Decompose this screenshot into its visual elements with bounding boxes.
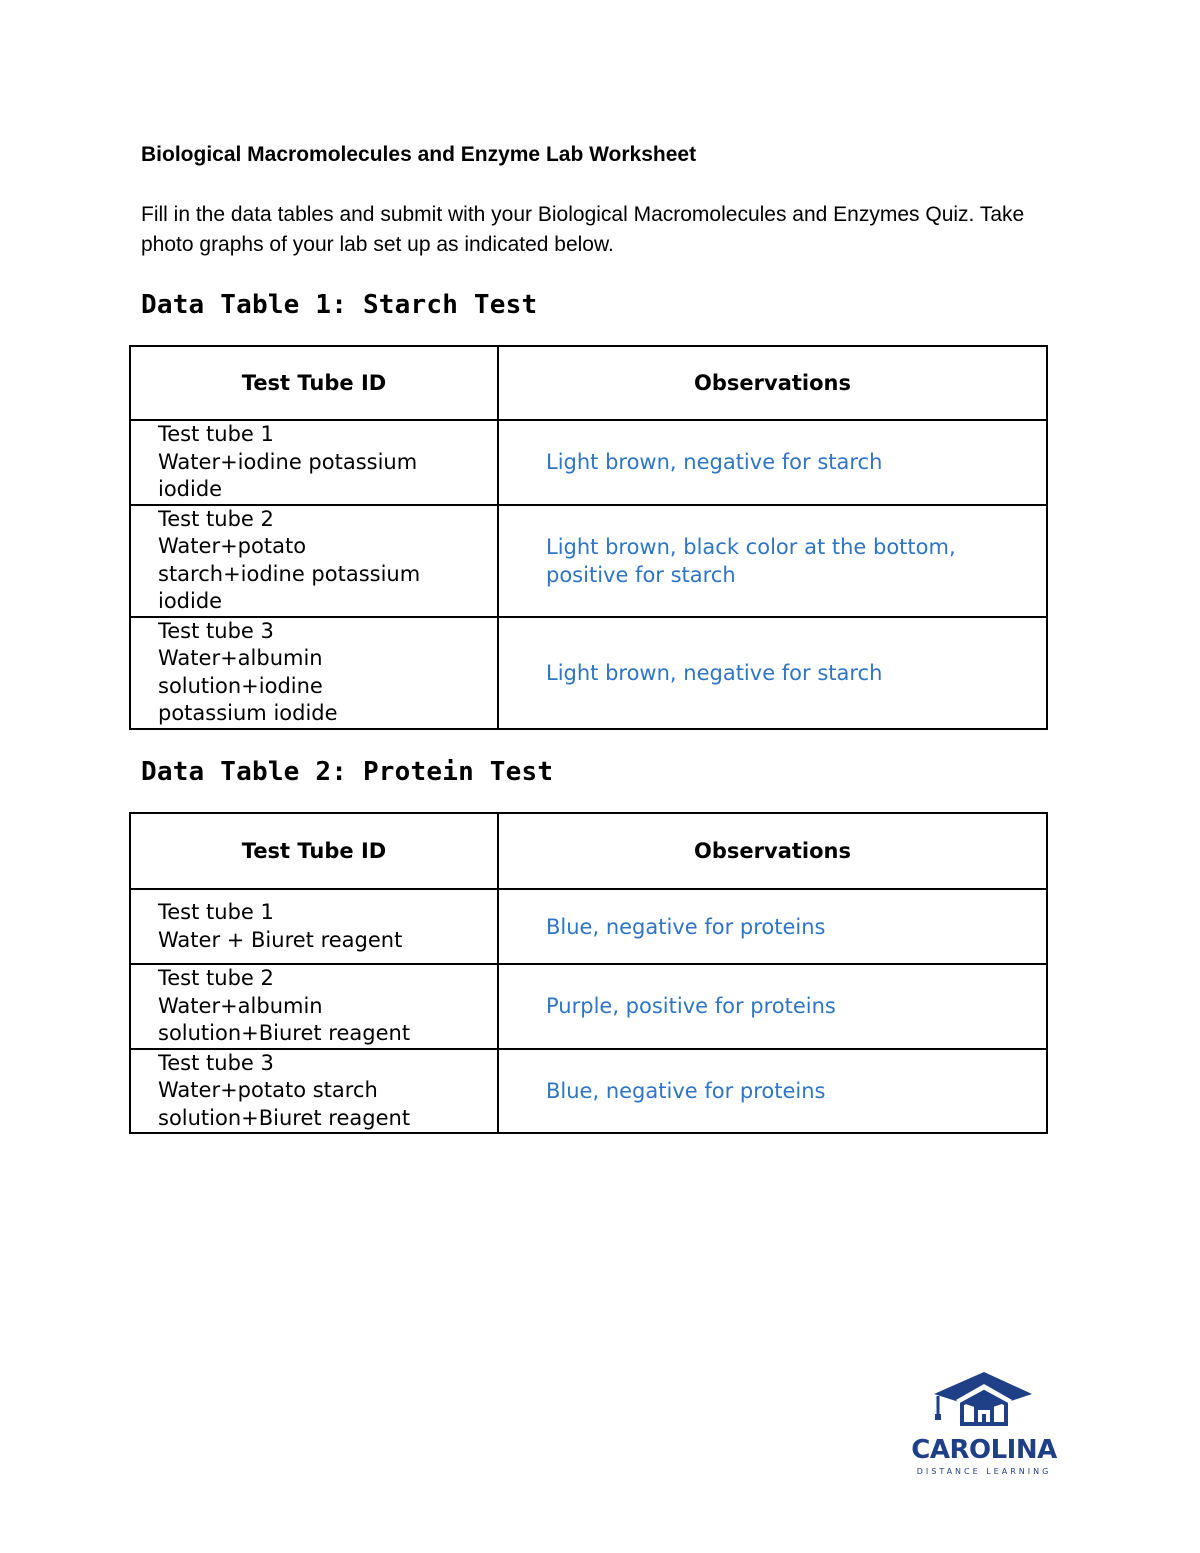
table1-heading: Data Table 1: Starch Test — [141, 290, 538, 320]
carolina-logo — [911, 1370, 1057, 1480]
table-row — [130, 889, 1047, 964]
test-tube-id-cell — [130, 889, 498, 964]
table-row — [130, 505, 1047, 617]
id-line: Test tube 2 — [158, 966, 274, 990]
table-row — [130, 1049, 1047, 1134]
test-tube-id-cell — [130, 1049, 498, 1134]
id-line: Water+albumin — [158, 646, 323, 670]
observation-cell: Light brown, negative for starch — [498, 420, 1047, 505]
house-graduation-cap-icon — [911, 1370, 1057, 1480]
observation-cell: Blue, negative for proteins — [498, 1049, 1047, 1134]
table-header-row — [130, 813, 1047, 889]
id-line: Test tube 1 — [158, 900, 274, 924]
test-tube-id-cell — [130, 420, 498, 505]
id-line: Test tube 3 — [158, 1050, 274, 1075]
test-tube-id-cell — [130, 964, 498, 1049]
id-line: Water + Biuret reagent — [158, 927, 403, 952]
test-tube-id-cell — [130, 505, 498, 617]
observation-cell: Blue, negative for proteins — [498, 889, 1047, 964]
logo-tagline: DISTANCE LEARNING — [916, 1467, 1052, 1476]
observation-cell: Purple, positive for proteins — [498, 964, 1047, 1049]
id-line: Test tube 3 — [158, 618, 274, 643]
id-line: iodide — [158, 589, 223, 613]
id-line: potassium iodide — [158, 701, 338, 725]
table2-heading: Data Table 2: Protein Test — [141, 757, 554, 787]
id-line: solution+iodine — [158, 673, 323, 698]
id-line: Test tube 2 — [158, 506, 274, 531]
column-header-observations: Observations — [498, 813, 1047, 889]
id-line: Water+albumin — [158, 993, 323, 1018]
starch-test-table — [129, 345, 1048, 730]
id-line: Water+iodine potassium — [158, 449, 418, 474]
table-row — [130, 964, 1047, 1049]
table-header-row — [130, 346, 1047, 420]
table-row — [130, 617, 1047, 729]
logo-wordmark: CAROLINA — [911, 1435, 1057, 1465]
id-line: starch+iodine potassium — [158, 561, 421, 586]
id-line: solution+Biuret reagent — [158, 1105, 411, 1130]
id-line: solution+Biuret reagent — [158, 1021, 411, 1045]
protein-test-table — [129, 812, 1048, 1134]
id-line: Water+potato starch — [158, 1078, 378, 1102]
id-line: Water+potato — [158, 534, 307, 558]
test-tube-id-cell — [130, 617, 498, 729]
id-line: Test tube 1 — [158, 422, 274, 446]
column-header-id: Test Tube ID — [130, 813, 498, 889]
observation-cell: Light brown, black color at the bottom, positive for starch — [498, 505, 1047, 617]
table-row — [130, 420, 1047, 505]
document-title: Biological Macromolecules and Enzyme Lab Worksheet — [141, 143, 697, 166]
column-header-observations: Observations — [498, 346, 1047, 420]
intro-paragraph: Fill in the data tables and submit with your Biological Macromolecules and Enzymes Quiz. Take photo graphs of your lab set up as indicated below. — [141, 203, 1025, 256]
observation-cell: Light brown, negative for starch — [498, 617, 1047, 729]
id-line: iodide — [158, 477, 223, 501]
column-header-id: Test Tube ID — [130, 346, 498, 420]
